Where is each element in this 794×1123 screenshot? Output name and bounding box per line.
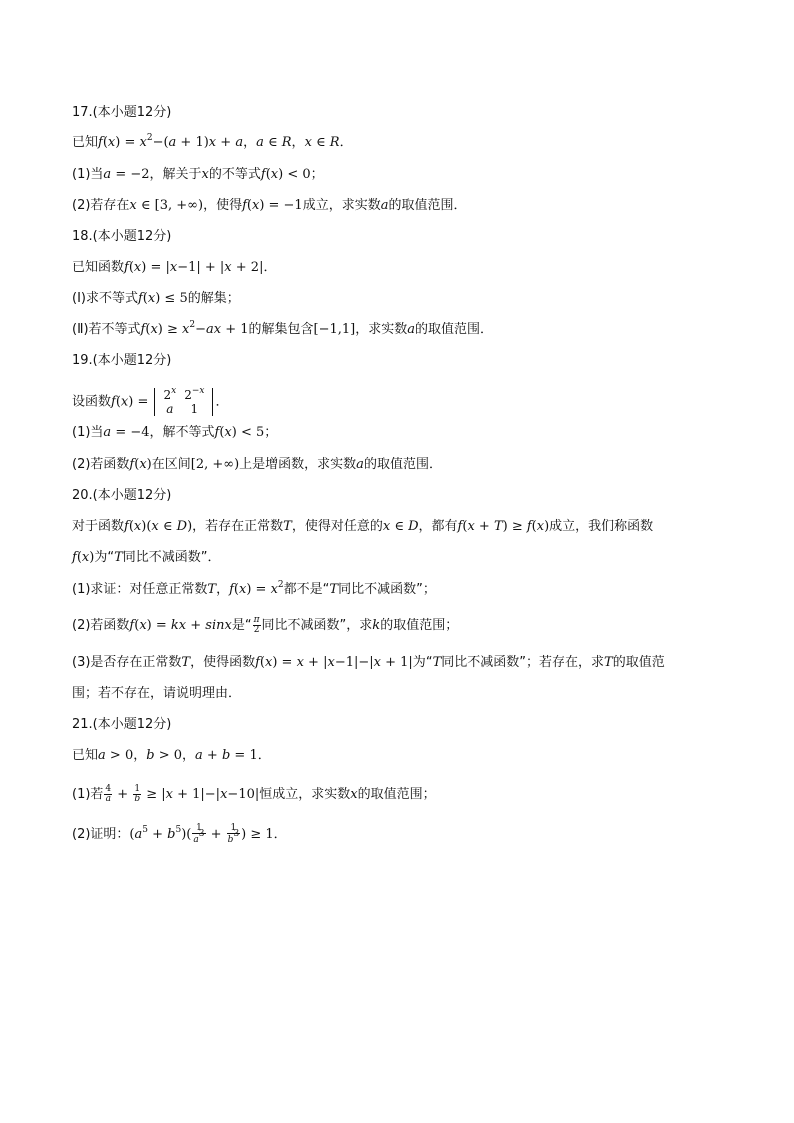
problem-20-part-3-line-2: 围；若不存在，请说明理由． [72,686,242,701]
problem-20-part-1: (1)求证：对任意正常数T，$f(x) = x^2$都不是“T同比不减函数”； [72,580,436,597]
problem-19-part-1: (1)当a = −4，解不等式f(x) < 5； [72,425,278,440]
problem-20-part-2: (2)若函数f(x) = kx + sinx是“ $\frac{\pi}{2}$ 同比不减函数”，求k的取值范围； [72,615,459,635]
problem-20-header: 20.(本小题12分) [72,488,172,503]
problem-21-header: 21.(本小题12分) [72,717,172,732]
problem-19-header: 19.(本小题12分) [72,353,172,368]
problem-21-part-1: (1)若 $\frac{4}{a}$ + $\frac{1}{b}$ ≥ |x + 1|−|x−10|恒成立，求实数x的取值范围； [72,784,436,804]
problem-18-part-1: (Ⅰ)求不等式f(x) ≤ 5的解集； [72,291,240,306]
problem-17-header: 17.(本小题12分) [72,105,172,120]
problem-19-part-2: (2)若函数f(x)在区间[2, +∞)上是增函数，求实数a的取值范围． [72,457,442,472]
problem-19-statement: 设函数f(x) = 2$^x$ $2^{-x}$ a 1 ． [72,386,229,416]
problem-18-header: 18.(本小题12分) [72,229,172,244]
problem-17-part-2: (2)若存在x ∈ [3, +∞)，使得f(x) = −1成立，求实数a的取值范围． [72,198,467,213]
problem-17-statement: 已知$f(x) = x^2-(a + 1)x + a$，a ∈ R，x ∈ R． [72,133,353,150]
problem-21-part-2: (2)证明：$(a^5 + b^5)$( $\frac{1}{a^3}$ + $\frac{1}{b^3}$ ) ≥ 1． [72,823,287,845]
problem-18-part-2: (Ⅱ)若不等式$f(x) \ge x^2-ax + 1$的解集包含[−1,1]，求实数a的取值范围． [72,320,494,337]
problem-18-statement: 已知函数f(x) = |x−1| + |x + 2|． [72,260,277,275]
problem-20-statement-line-2: f(x)为“T同比不减函数”． [72,550,221,565]
problem-20-part-3-line-1: (3)是否存在正常数T，使得函数f(x) = x + |x−1|−|x + 1|为“T同比不减函数”；若存在，求T的取值范 [72,655,665,670]
determinant: 2$^x$ $2^{-x}$ a 1 [154,388,213,416]
problem-20-statement-line-1: 对于函数f(x)(x ∈ D)，若存在正常数T，使得对任意的x ∈ D，都有f(x + T) ≥ f(x)成立，我们称函数 [72,519,654,534]
problem-21-statement: 已知a > 0，b > 0，a + b = 1． [72,748,271,763]
problem-17-part-1: (1)当a = −2，解关于x的不等式f(x) < 0； [72,167,324,182]
